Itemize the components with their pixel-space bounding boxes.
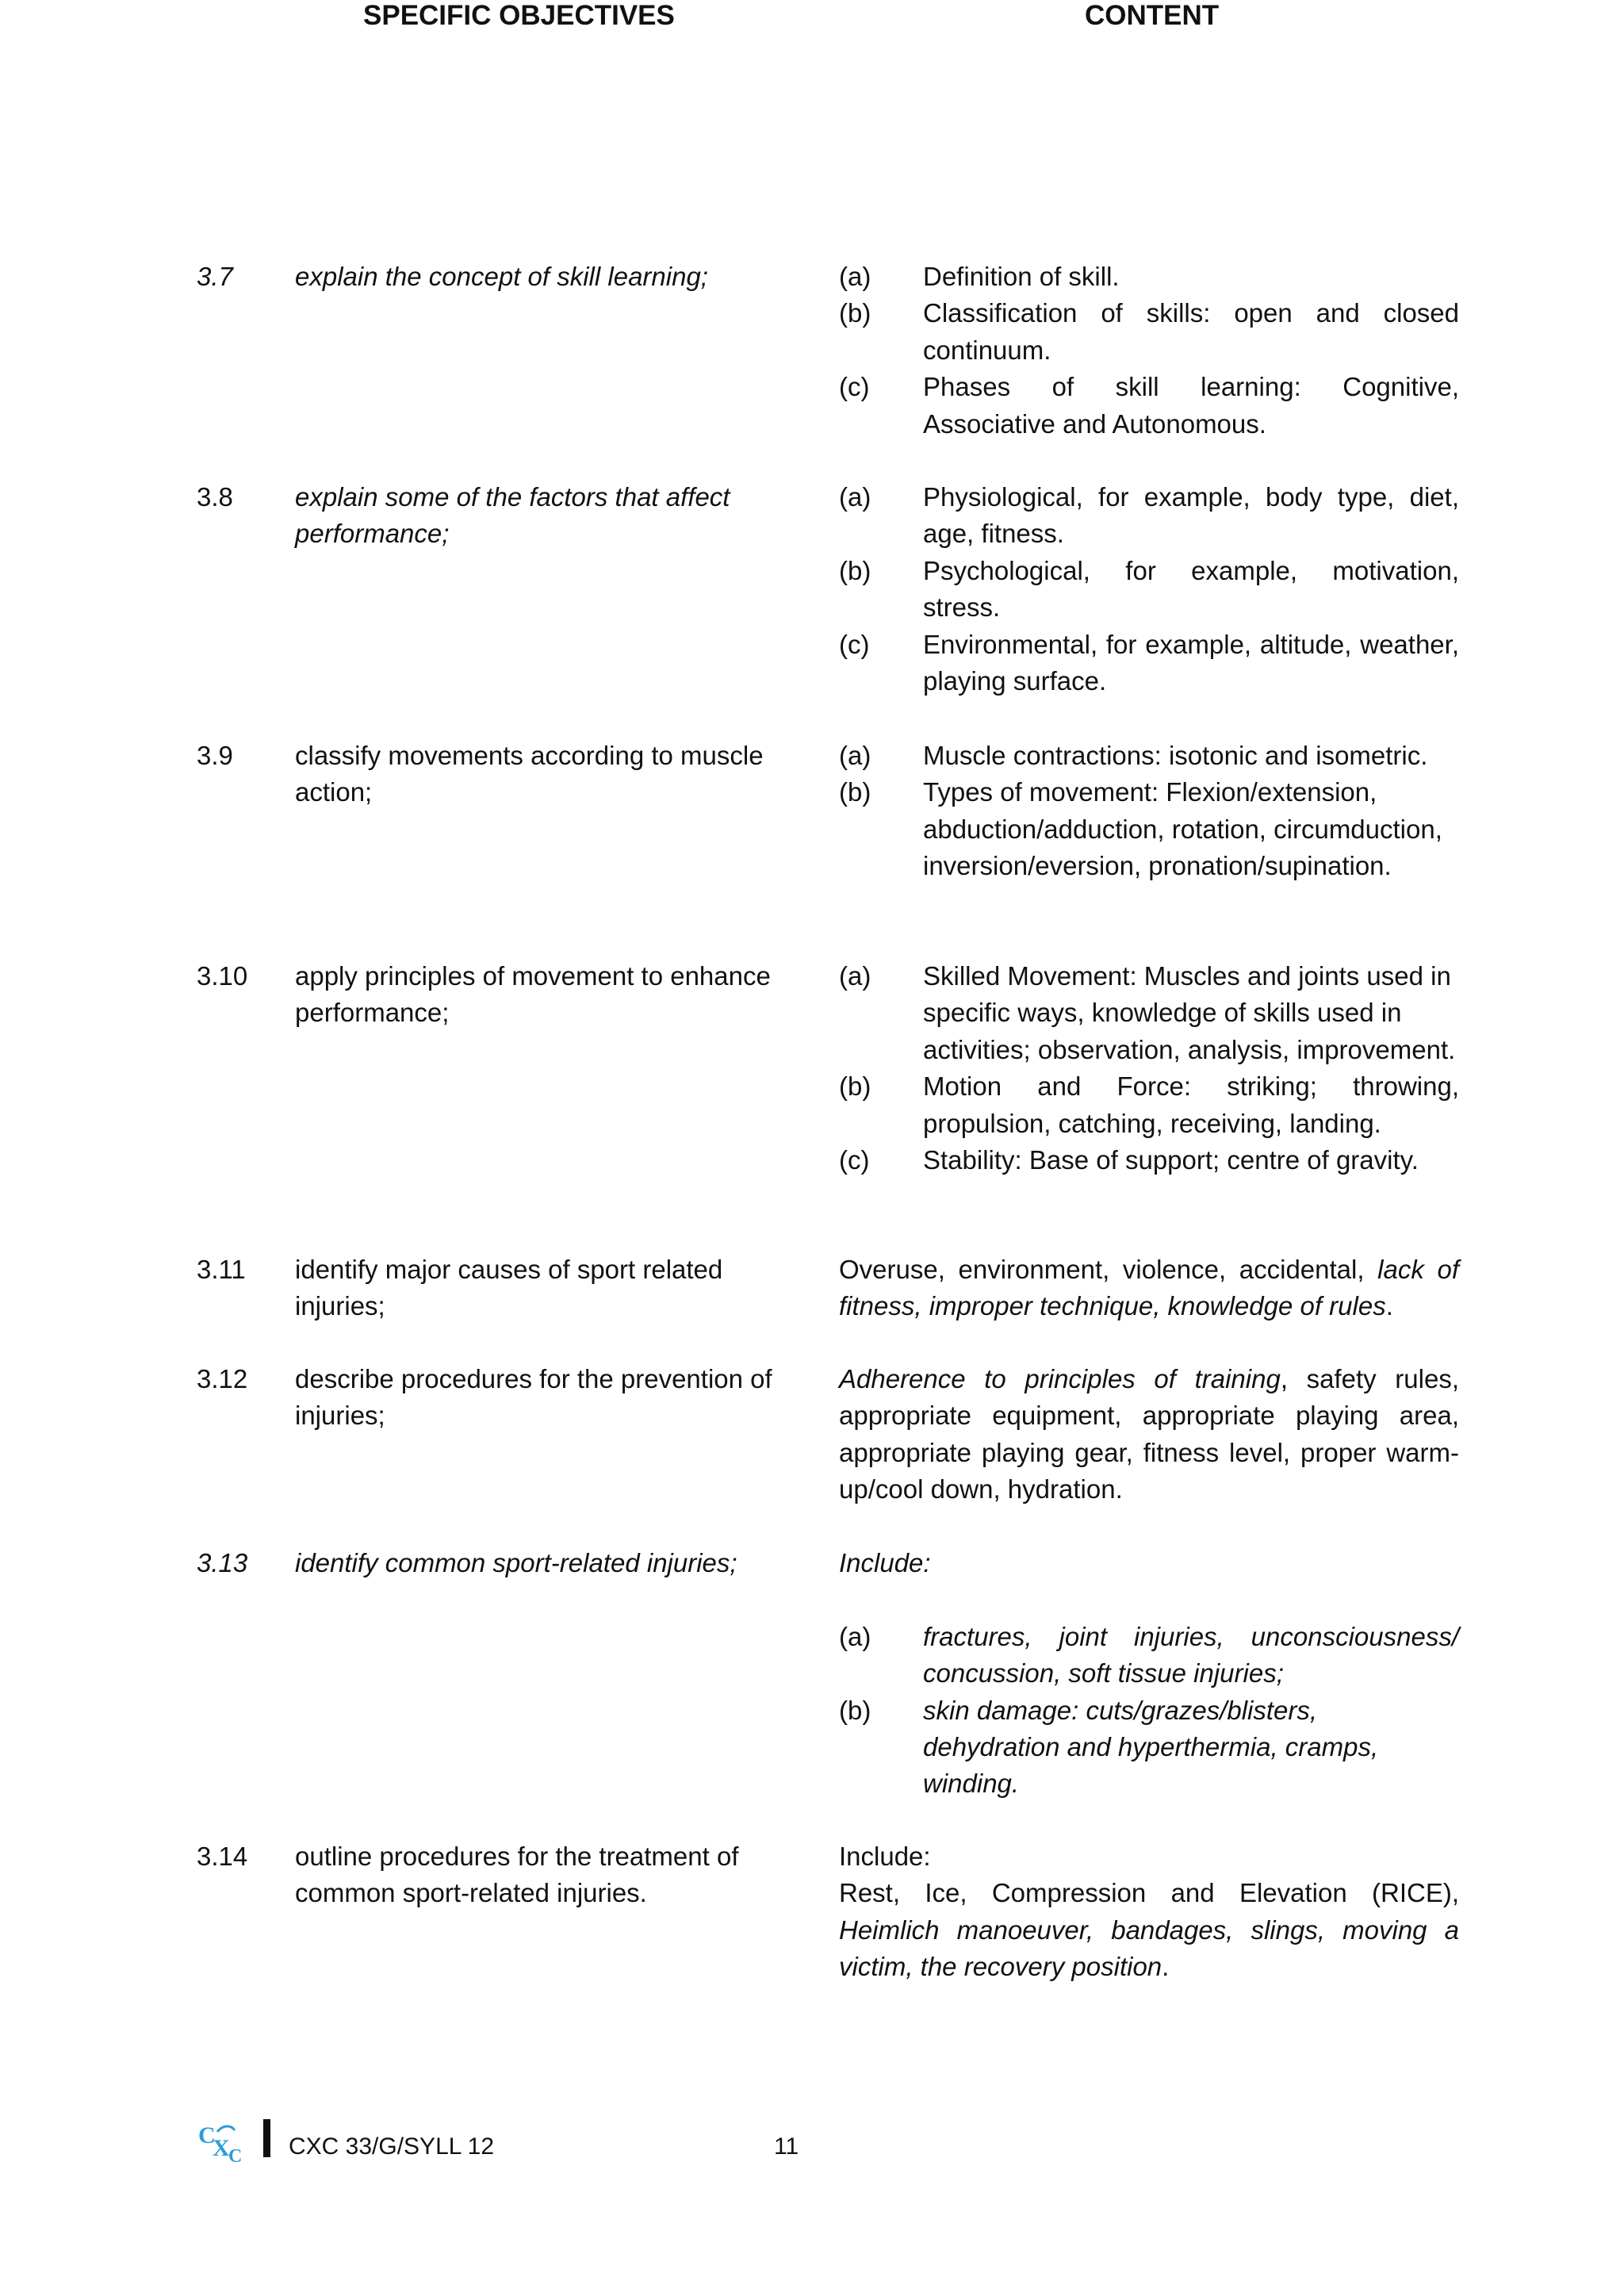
content-text-italic: Adherence to principles of training [839,1364,1281,1393]
item-text: Phases of skill learning: Cognitive, Associative and Autonomous. [923,372,1459,439]
item-label: (b) [839,298,871,328]
cxc-logo-icon [197,2119,252,2164]
item-label: (b) [839,1695,871,1725]
content-text: . [1385,1291,1393,1321]
page-footer [197,2119,831,2167]
item-text: Motion and Force: striking; throwing, propulsion, catching, receiving, landing. [923,1071,1459,1138]
objective-text: identify major causes of sport related injuries; [295,1255,723,1321]
objective-text: explain some of the factors that affect performance; [295,482,730,549]
item-text: Environmental, for example, altitude, weather, playing surface. [923,629,1459,696]
content-intro: Include: [839,1842,931,1871]
item-text: Classification of skills: open and closed continuum. [923,298,1459,365]
item-label: (a) [839,482,871,512]
objective-number: 3.14 [197,1842,248,1871]
content-cell [839,958,1459,1179]
item-label: (a) [839,741,871,770]
content-item [839,1619,1459,1692]
objective-text: apply principles of movement to enhance performance; [295,961,771,1028]
objective-number: 3.12 [197,1364,248,1393]
content-text: Overuse, environment, violence, accidental, [839,1255,1378,1284]
footer-divider [263,2119,270,2157]
item-text: Definition of skill. [923,262,1120,291]
content-item [839,627,1459,700]
objective-number: 3.9 [197,741,233,770]
item-label: (a) [839,262,871,291]
content-item [839,479,1459,553]
content-item [839,369,1459,443]
content-text-italic: Heimlich manoeuver, bandages, slings, moving a victim, the recovery position [839,1915,1459,1982]
item-label: (b) [839,1071,871,1102]
objective-number: 3.13 [197,1548,248,1577]
syllabus-code: CXC 33/G/SYLL 12 [289,2133,495,2160]
objective-text: describe procedures for the prevention of injuries; [295,1364,772,1431]
page-number: 11 [774,2133,799,2160]
content-cell [839,1545,1459,1803]
objective-text: identify common sport-related injuries; [295,1548,737,1577]
objective-text: explain the concept of skill learning; [295,262,708,291]
content-paragraph [839,1875,1459,1985]
content-item [839,553,1459,627]
item-label: (c) [839,1145,870,1175]
item-label: (a) [839,961,871,991]
specific-objectives-header: SPECIFIC OBJECTIVES [363,0,675,31]
content-item [839,774,1459,884]
svg-text:C: C [228,2146,243,2164]
content-item [839,1068,1459,1142]
item-label: (a) [839,1621,871,1651]
content-cell [839,479,1459,700]
item-label: (c) [839,372,870,402]
content-item [839,1692,1459,1803]
content-header: CONTENT [1085,0,1220,31]
content-intro: Include: [839,1548,931,1577]
content-text: , safety rules, appropriate equipment, appropriate playing area, appropriate playing gear, fitness level, proper warm-up/cool down, hydration. [839,1364,1459,1504]
item-text: fractures, joint injuries, unconsciousness/ concussion, soft tissue injuries; [923,1621,1459,1688]
svg-text:X: X [213,2135,230,2161]
content-item [839,295,1459,369]
item-text: Muscle contractions: isotonic and isometric. [923,741,1428,770]
content-text: Rest, Ice, Compression and Elevation (RICE), [839,1878,1459,1908]
content-item [839,259,1459,295]
item-label: (b) [839,777,871,807]
item-text: Psychological, for example, motivation, stress. [923,555,1459,623]
content-item [839,958,1459,1068]
objective-text: outline procedures for the treatment of common sport-related injuries. [295,1842,739,1908]
item-text: Types of movement: Flexion/extension, abduction/adduction, rotation, circumduction, inversion/eversion, pronation/supination. [923,777,1442,881]
content-cell [839,1838,1459,1986]
item-text: Stability: Base of support; centre of gravity. [923,1145,1419,1175]
objective-text: classify movements according to muscle action; [295,741,764,807]
content-cell [839,738,1459,885]
item-label: (b) [839,555,871,585]
objective-number: 3.10 [197,961,248,991]
content-item [839,738,1459,774]
item-text: Skilled Movement: Muscles and joints used in specific ways, knowledge of skills used in activities; observation, analysis, improvement. [923,961,1456,1064]
item-label: (c) [839,629,870,659]
svg-text:C: C [198,2122,216,2148]
content-cell [839,1361,1459,1508]
content-cell [839,259,1459,443]
content-item [839,1142,1459,1179]
item-text: Physiological, for example, body type, diet, age, fitness. [923,482,1459,549]
objective-number: 3.11 [197,1255,246,1284]
item-text: skin damage: cuts/grazes/blisters, dehydration and hyperthermia, cramps, winding. [923,1695,1379,1799]
content-text-italic: lack of fitness, improper technique, knowledge of rules [839,1255,1460,1321]
objective-number: 3.7 [197,262,233,291]
content-text: . [1162,1952,1170,1982]
objective-number: 3.8 [197,482,233,512]
content-cell [839,1251,1459,1325]
